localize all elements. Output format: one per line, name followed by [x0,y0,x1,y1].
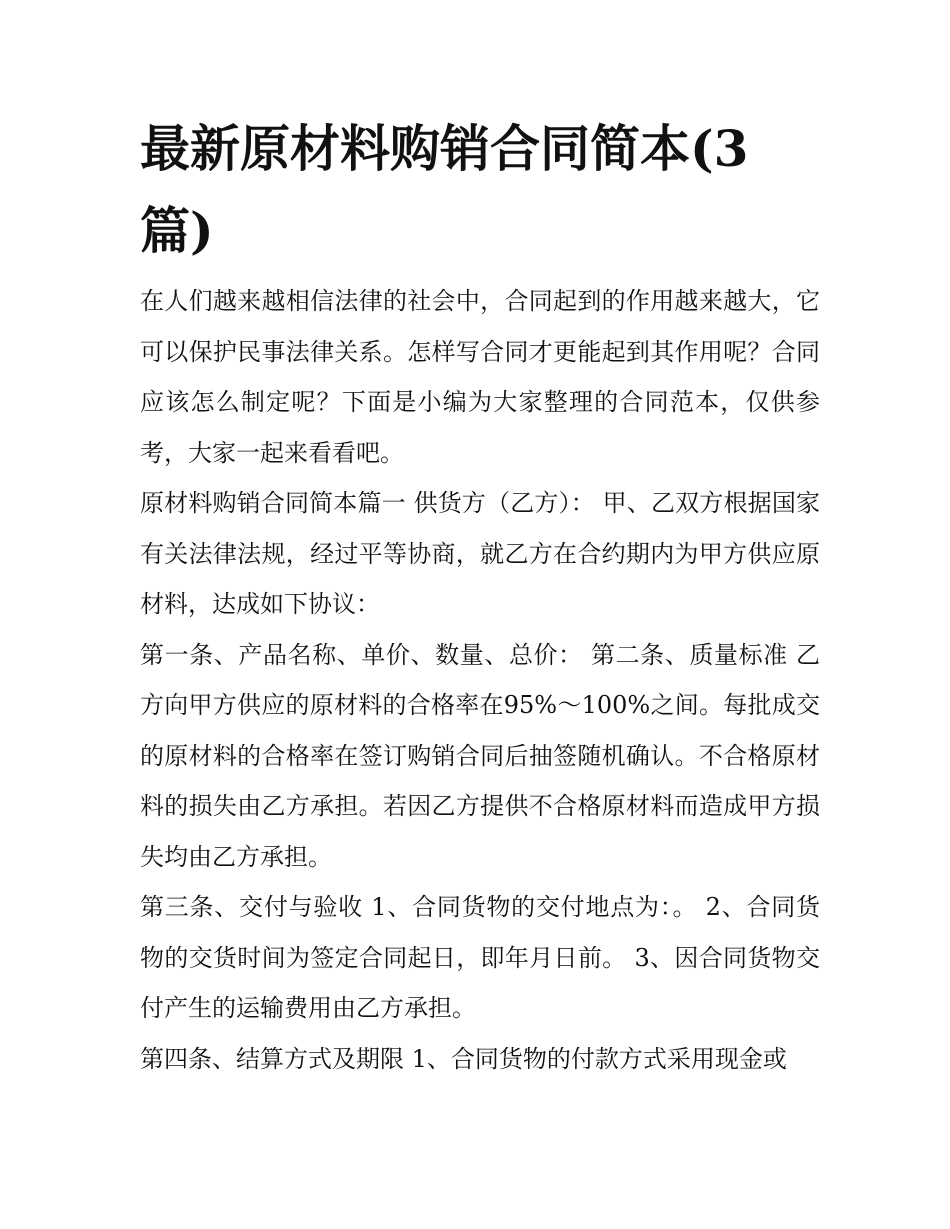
paragraph-article-4: 第四条、结算方式及期限 1、合同货物的付款方式采用现金或 [140,1044,787,1073]
paragraph-article-1-2: 第一条、产品名称、单价、数量、总价： 第二条、质量标准 乙方向甲方供应的原材料的合格率在95%～100%之间。每批成交的原材料的合格率在签订购销合同后抽签随机确认。不合格原材料的损失由乙方承担。若因乙方提供不合格原材料而造成甲方损失均由乙方承担。 [140,640,820,871]
paragraph-contract-opening: 原材料购销合同简本篇一 供货方（乙方）： 甲、乙双方根据国家有关法律法规，经过平等协商，就乙方在合约期内为甲方供应原材料，达成如下协议： [140,489,820,618]
document-title: 最新原材料购销合同简本(3篇) [140,119,749,260]
paragraph-intro: 在人们越来越相信法律的社会中，合同起到的作用越来越大，它可以保护民事法律关系。怎样写合同才更能起到其作用呢？合同应该怎么制定呢？下面是小编为大家整理的合同范本，仅供参考，大家一起来看看吧。 [140,287,820,467]
document-body [140,276,820,1084]
paragraph-article-3: 第三条、交付与验收 1、合同货物的交付地点为：。 2、合同货物的交货时间为签定合同起日，即年月日前。 3、因合同货物交付产生的运输费用由乙方承担。 [140,893,820,1022]
